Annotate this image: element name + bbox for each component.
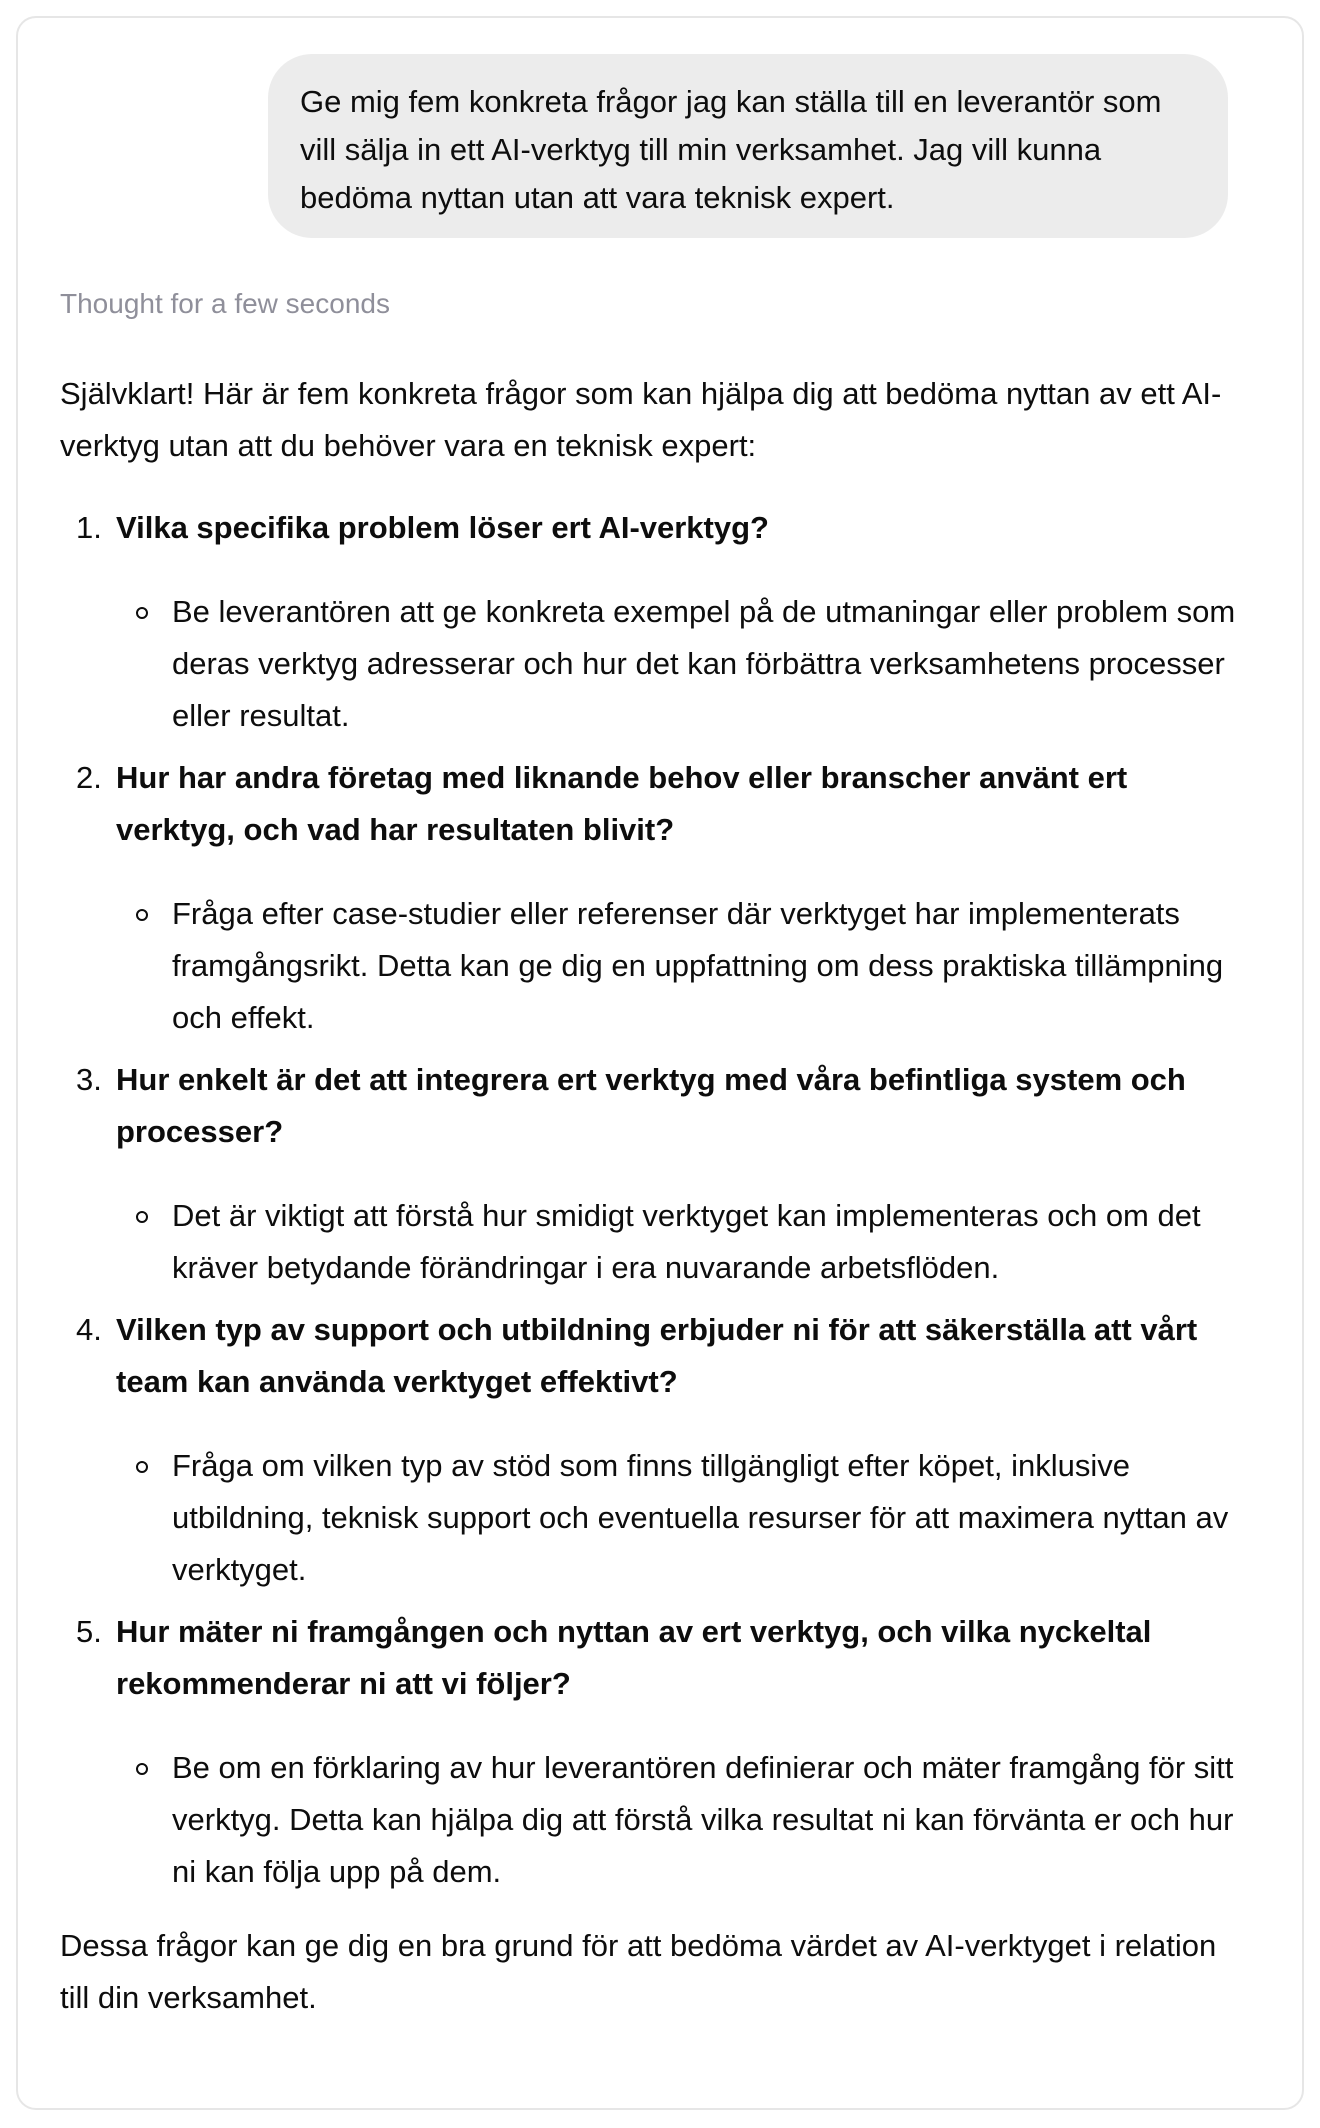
- circle-bullet-icon: [136, 1461, 148, 1473]
- question-list: [60, 502, 1240, 1898]
- question-detail-list: [116, 1742, 1240, 1898]
- assistant-response: [60, 368, 1240, 2024]
- question-title: Vilka specifika problem löser ert AI-verktyg?: [116, 510, 769, 545]
- circle-bullet-icon: [136, 909, 148, 921]
- circle-bullet-icon: [136, 1211, 148, 1223]
- question-detail-text: Fråga efter case-studier eller referenser där verktyget har implementerats framgångsrikt. Detta kan ge dig en uppfattning om dess praktiska tillämpning och effekt.: [172, 896, 1224, 1035]
- question-title: Hur har andra företag med liknande behov eller branscher använt ert verktyg, och vad har resultaten blivit?: [116, 760, 1128, 847]
- user-message-text: Ge mig fem konkreta frågor jag kan ställa till en leverantör som vill sälja in ett AI-verktyg till min verksamhet. Jag vill kunna bedöma nyttan utan att vara teknisk expert.: [300, 84, 1162, 215]
- question-detail-list: [116, 586, 1240, 742]
- question-detail: [116, 1440, 1240, 1596]
- question-item: [60, 752, 1240, 1044]
- question-detail: [116, 586, 1240, 742]
- question-number: 1.: [76, 510, 102, 545]
- response-intro: Självklart! Här är fem konkreta frågor som kan hjälpa dig att bedöma nyttan av ett AI-verktyg utan att du behöver vara en teknisk expert:: [60, 376, 1222, 463]
- question-item: [60, 1606, 1240, 1898]
- user-message-bubble: [268, 54, 1228, 238]
- question-detail-list: [116, 888, 1240, 1044]
- question-detail-list: [116, 1190, 1240, 1294]
- question-detail: [116, 888, 1240, 1044]
- question-item: [60, 1054, 1240, 1294]
- question-detail-text: Det är viktigt att förstå hur smidigt verktyget kan implementeras och om det kräver betydande förändringar i era nuvarande arbetsflöden.: [172, 1198, 1201, 1285]
- question-number: 2.: [76, 760, 102, 795]
- circle-bullet-icon: [136, 607, 148, 619]
- thought-indicator[interactable]: Thought for a few seconds: [60, 288, 390, 319]
- question-title: Hur mäter ni framgången och nyttan av ert verktyg, och vilka nyckeltal rekommenderar ni att vi följer?: [116, 1614, 1152, 1701]
- circle-bullet-icon: [136, 1763, 148, 1775]
- question-item: [60, 502, 1240, 742]
- question-title: Vilken typ av support och utbildning erbjuder ni för att säkerställa att vårt team kan använda verktyget effektivt?: [116, 1312, 1198, 1399]
- question-detail-list: [116, 1440, 1240, 1596]
- question-title: Hur enkelt är det att integrera ert verktyg med våra befintliga system och processer?: [116, 1062, 1186, 1149]
- question-detail-text: Fråga om vilken typ av stöd som finns tillgängligt efter köpet, inklusive utbildning, teknisk support och eventuella resurser för att maximera nyttan av verktyget.: [172, 1448, 1229, 1587]
- question-number: 5.: [76, 1614, 102, 1649]
- question-detail: [116, 1742, 1240, 1898]
- question-item: [60, 1304, 1240, 1596]
- question-detail-text: Be leverantören att ge konkreta exempel på de utmaningar eller problem som deras verktyg adresserar och hur det kan förbättra verksamhetens processer eller resultat.: [172, 594, 1236, 733]
- response-outro: Dessa frågor kan ge dig en bra grund för att bedöma värdet av AI-verktyget i relation till din verksamhet.: [60, 1928, 1217, 2015]
- question-number: 3.: [76, 1062, 102, 1097]
- question-detail-text: Be om en förklaring av hur leverantören definierar och mäter framgång för sitt verktyg. Detta kan hjälpa dig att förstå vilka resultat ni kan förvänta er och hur ni kan följa upp på dem.: [172, 1750, 1234, 1889]
- question-detail: [116, 1190, 1240, 1294]
- question-number: 4.: [76, 1312, 102, 1347]
